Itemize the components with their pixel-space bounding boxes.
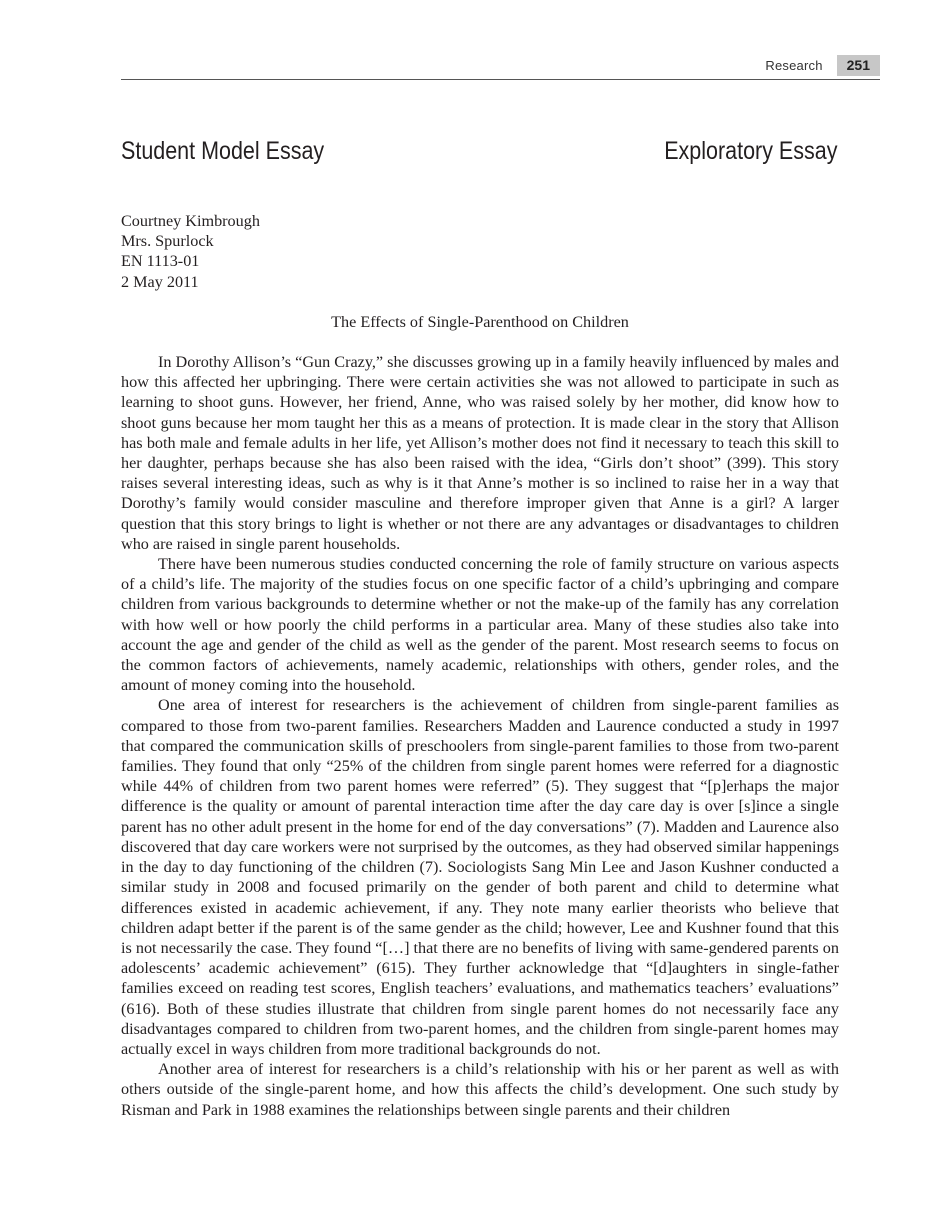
running-head xyxy=(765,55,880,76)
paragraph: In Dorothy Allison’s “Gun Crazy,” she discusses growing up in a family heavily influenced by males and how this affected her upbringing. There were certain activities she was not allowed to participate in such as learning to shoot guns. However, her friend, Anne, who was raised solely by her mother, did know how to shoot guns because her mom taught her this as a means of protection. It is made clear in the story that Allison has both male and female adults in her life, yet Allison’s mother does not find it necessary to teach this skill to her daughter, perhaps because she has also been raised with the idea, “Girls don’t shoot” (399). This story raises several interesting ideas, such as why is it that Anne’s mother is so inclined to raise her in a way that Dorothy’s family would consider masculine and therefore improper given that Anne is a girl? A larger question that this story brings to light is whether or not there are any advantages or disadvantages to children who are raised in single parent households. xyxy=(121,353,839,553)
paragraph: There have been numerous studies conducted concerning the role of family structure on various aspects of a child’s life. The majority of the studies focus on one specific factor of a child’s upbringing and compare children from various backgrounds to determine whether or not the make-up of the family has any correlation with how well or how poorly the child performs in a particular area. Many of these studies also take into account the age and gender of the child as well as the gender of the parent. Most research seems to focus on the common factors of achievements, namely academic, relationships with others, gender roles, and the amount of money coming into the household. xyxy=(121,555,839,695)
essay-body xyxy=(121,211,839,1120)
page-number: 251 xyxy=(837,55,880,76)
header-divider xyxy=(121,79,880,80)
paragraph: Another area of interest for researchers is a child’s relationship with his or her parent as well as with others outside of the single-parent home, and how this affects the child’s development. One such study by Risman and Park in 1988 examines the relationships between single parents and their children xyxy=(121,1060,839,1119)
instructor-name: Mrs. Spurlock xyxy=(121,232,214,251)
essay-date: 2 May 2011 xyxy=(121,272,199,291)
heading-right: Exploratory Essay xyxy=(663,137,837,165)
essay-header-block xyxy=(121,211,839,292)
course-code: EN 1113-01 xyxy=(121,252,200,271)
section-label: Research xyxy=(765,58,823,73)
paragraph: One area of interest for researchers is the achievement of children from single-parent families as compared to those from two-parent families. Researchers Madden and Laurence conducted a study in 1997 that compared the communication skills of preschoolers from single-parent families to those from two-parent families. They found that only “25% of the children from single parent homes were referred for a diagnostic while 44% of children from two parent homes were referred” (5). They suggest that “[p]erhaps the major difference is the quality or amount of parental interaction time after the day care day is over [s]ince a single parent has no other adult present in the home for end of the day conversations” (7). Madden and Laurence also discovered that day care workers were not surprised by the outcomes, as they had observed similar happenings in the day to day functioning of the children (7). Sociologists Sang Min Lee and Jason Kushner conducted a similar study in 2008 and focused primarily on the gender of both parent and child to determine what differences existed in academic achievement, if any. They note many earlier theorists who believe that children adapt better if the parent is of the same gender as the child; however, Lee and Kushner found that this is not necessarily the case. They found “[…] that there are no benefits of living with same-gendered parents on adolescents’ academic achievement” (615). They further acknowledge that “[d]aughters in single-father families exceed on reading test scores, English teachers’ evaluations, and mathematics teachers’ evaluations” (616). Both of these studies illustrate that children from single parent homes do not necessarily face any disadvantages compared to children from two-parent homes, and the children from single-parent homes may actually excel in ways children from more traditional backgrounds do not. xyxy=(121,696,839,1058)
essay-title: The Effects of Single-Parenthood on Children xyxy=(331,312,629,331)
essay-heading xyxy=(121,137,837,166)
heading-left: Student Model Essay xyxy=(121,137,325,165)
author-name: Courtney Kimbrough xyxy=(121,212,260,230)
